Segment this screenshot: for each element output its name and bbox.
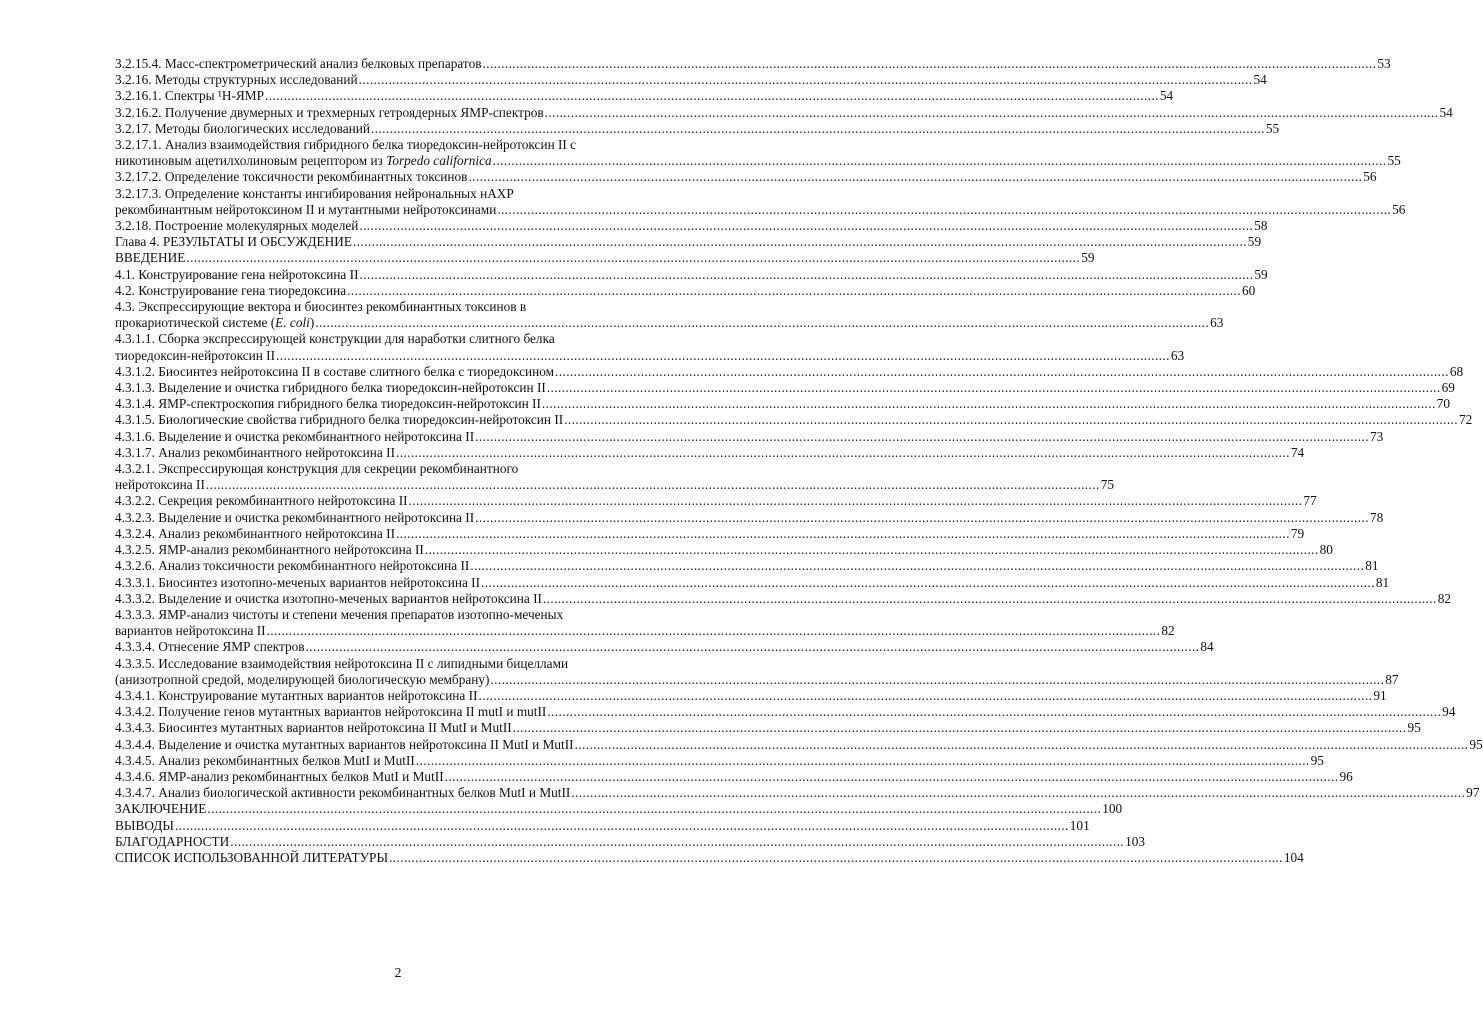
toc-entry [115,331,1185,363]
toc-entry-italic-text: E. coli [275,315,310,331]
toc-entry [115,736,1483,753]
toc-entry [115,801,1123,817]
dot-leader [359,218,1253,234]
dot-leader [543,591,1437,607]
dot-leader [564,412,1458,428]
toc-entry-italic-text: Torpedo californica [386,153,492,169]
toc-page-number: 81 [1365,558,1379,574]
toc-entry-text: ) [309,315,315,331]
toc-entry-title-continued: вариантов нейротоксина II [115,623,266,639]
toc-entry-title: 4.2. Конструирование гена тиоредоксина [115,282,347,298]
toc-entry-title: 4.3.1.6. Выделение и очистка рекомбинантного нейротоксина II [115,428,475,444]
dot-leader [425,542,1319,558]
toc-page-number: 63 [1210,315,1224,331]
toc-entry [115,639,1214,655]
toc-page-number: 54 [1253,72,1267,88]
toc-page-number: 55 [1265,120,1280,136]
toc-entry [115,720,1421,736]
toc-page-number: 81 [1375,574,1390,590]
toc-entry-title: ЗАКЛЮЧЕНИЕ [115,801,207,817]
dot-leader [475,510,1369,526]
toc-entry [115,817,1090,834]
toc-entry-title: 4.3. Экспрессирующие вектора и биосинтез рекомбинантных токсинов в [115,299,527,315]
toc-entry [115,525,1305,542]
toc-entry [115,558,1379,574]
toc-entry-title: 3.2.16.2. Получение двумерных и трехмерных гетроядерных ЯМР-спектров [115,104,544,120]
dot-leader [186,250,1080,266]
toc-entry [115,574,1390,591]
toc-entry-title: 4.1. Конструирование гена нейротоксина II [115,266,359,282]
toc-entry [115,704,1456,720]
toc-entry [115,56,1391,72]
toc-page-number: 75 [1100,477,1114,493]
toc-page-number: 101 [1069,817,1090,833]
toc-page-number: 68 [1449,363,1464,379]
dot-leader [481,575,1375,591]
toc-entry-title: 3.2.17.2. Определение токсичности рекомбинантных токсинов [115,169,468,185]
dot-leader [267,623,1161,639]
toc-entry [115,104,1453,121]
toc-entry-title: 4.3.4.5. Анализ рекомбинантных белков MutI и MutII [115,752,415,768]
dot-leader [479,688,1373,704]
toc-entry-title: БЛАГОДАРНОСТИ [115,833,230,849]
dot-leader [347,283,1241,299]
toc-page-number: 95 [1310,752,1324,768]
toc-page-number: 91 [1373,687,1387,703]
toc-page-number: 56 [1363,169,1377,185]
dot-leader [389,850,1283,866]
toc-entry-title-continued: рекомбинантным нейротоксином II и мутантными нейротоксинами [115,201,497,217]
dot-leader [475,429,1369,445]
toc-entry [115,785,1480,801]
toc-entry [115,218,1268,234]
toc-entry [115,428,1384,445]
toc-entry-title-continued: (анизотропной средой, моделирующей биологическую мембрану) [115,671,490,687]
toc-page-number: 54 [1439,104,1453,120]
dot-leader [497,202,1391,218]
toc-entry [115,768,1353,785]
toc-entry [115,412,1473,428]
toc-entry-title: 4.3.1.3. Выделение и очистка гибридного белка тиоредоксин-нейротоксин II [115,380,546,396]
toc-page-number: 87 [1385,671,1399,687]
toc-entry-title: 4.3.4.7. Анализ биологической активности рекомбинантных белков MutI и MutII [115,785,571,801]
toc-entry [115,444,1305,461]
dot-leader [276,348,1170,364]
toc-entry [115,493,1317,509]
toc-page-number: 104 [1283,849,1304,865]
toc-page-number: 82 [1161,623,1175,639]
toc-entry-title: Глава 4. РЕЗУЛЬТАТЫ И ОБСУЖДЕНИЕ [115,234,352,250]
toc-page-number: 63 [1170,347,1185,363]
toc-page-number: 80 [1319,542,1333,558]
toc-page-number: 73 [1369,428,1384,444]
toc-page-number: 95 [1407,720,1421,736]
toc-entry [115,266,1268,283]
dot-leader [470,558,1364,574]
toc-page-number: 56 [1392,201,1406,217]
toc-entry-title: 3.2.17. Методы биологических исследований [115,120,370,136]
dot-leader [555,364,1449,380]
toc-entry-title: 4.3.1.5. Биологические свойства гибридного белка тиоредоксин-нейротоксин II [115,412,564,428]
dot-leader [483,56,1377,72]
toc-entry [115,250,1095,266]
toc-entry [115,833,1146,850]
dot-leader [547,704,1441,720]
toc-page-number: 54 [1159,88,1174,104]
toc-page-number: 97 [1466,785,1480,801]
toc-entry [115,380,1455,396]
dot-leader [416,753,1310,769]
toc-page-number: 74 [1290,444,1305,460]
toc-entry-title: 4.3.2.5. ЯМР-анализ рекомбинантного нейротоксина II [115,542,424,558]
toc-entry-title: 4.3.3.5. Исследование взаимодействия нейротоксина II с липидными бицеллами [115,655,569,671]
toc-entry [115,542,1333,558]
toc-entry [115,396,1451,412]
dot-leader [396,445,1290,461]
toc-entry-title: 3.2.16.1. Спектры ¹Н-ЯМР [115,88,265,104]
dot-leader [490,672,1384,688]
dot-leader [468,169,1362,185]
dot-leader [360,267,1254,283]
toc-entry-title-continued: нейротоксина II [115,477,205,493]
toc-entry-title: 4.3.1.4. ЯМР-спектроскопия гибридного белка тиоредоксин-нейротоксин II [115,396,541,412]
toc-entry-title: 4.3.2.3. Выделение и очистка рекомбинантного нейротоксина II [115,509,475,525]
toc-entry-text: прокариотической системе ( [115,315,276,331]
table-of-contents [115,56,1483,866]
toc-entry [115,185,1406,218]
toc-entry [115,363,1464,380]
dot-leader [175,818,1069,834]
toc-page-number: 55 [1387,153,1401,169]
page-number: 2 [394,966,402,981]
toc-entry-title: 4.3.4.2. Получение генов мутантных вариантов нейротоксина II mutI и mutII [115,704,547,720]
toc-page-number: 95 [1469,736,1483,752]
toc-entry-title: СПИСОК ИСПОЛЬЗОВАННОЙ ЛИТЕРАТУРЫ [115,849,389,865]
toc-entry-title: 4.3.3.4. Отнесение ЯМР спектров [115,639,305,655]
toc-entry-title: 4.3.2.1. Экспрессирующая конструкция для секреции рекомбинантного [115,461,519,477]
toc-page-number: 70 [1436,396,1451,412]
toc-entry-title: ВВЕДЕНИЕ [115,250,186,266]
toc-entry-title: 4.3.4.1. Конструирование мутантных вариантов нейротоксина II [115,687,478,703]
toc-entry-title: 4.3.2.4. Анализ рекомбинантного нейротоксина II [115,525,395,541]
dot-leader [542,396,1436,412]
dot-leader [493,153,1387,169]
dot-leader [396,526,1290,542]
toc-page-number: 100 [1102,801,1123,817]
toc-entry-title: 4.3.2.6. Анализ токсичности рекомбинантного нейротоксина II [115,558,470,574]
toc-page-number: 59 [1081,250,1095,266]
dot-leader [545,105,1439,121]
toc-entry-title-continued [115,315,314,331]
toc-page-number: 53 [1377,56,1391,71]
dot-leader [575,737,1469,753]
toc-entry [115,282,1256,299]
toc-entry-title-continued [115,153,492,169]
toc-entry-title: 4.3.4.4. Выделение и очистка мутантных вариантов нейротоксина II MutI и MutII [115,736,574,752]
dot-leader [547,380,1441,396]
toc-entry-title: 3.2.17.3. Определение константы ингибирования нейрональных нАХР [115,185,514,201]
toc-entry [115,137,1401,169]
toc-entry-title: 4.3.1.7. Анализ рекомбинантного нейротоксина II [115,444,395,460]
toc-entry-title: 4.3.4.6. ЯМР-анализ рекомбинантных белков MutI и MutII [115,768,444,784]
toc-page-number: 59 [1247,234,1262,250]
toc-entry-title: 4.3.3.3. ЯМР-анализ чистоты и степени мечения препаратов изотопно-меченых [115,606,564,622]
toc-entry-title: 4.3.1.1. Сборка экспрессирующей конструкции для наработки слитного белка [115,331,555,347]
toc-entry [115,509,1384,526]
toc-entry-text: никотиновым ацетилхолиновым рецептором из [115,153,387,169]
toc-page-number: 72 [1459,412,1473,428]
dot-leader [371,121,1265,137]
toc-entry [115,687,1387,704]
toc-page-number: 79 [1290,525,1305,541]
toc-page-number: 58 [1254,218,1268,234]
dot-leader [353,234,1247,250]
toc-entry [115,590,1452,607]
toc-entry [115,299,1224,331]
toc-entry [115,169,1377,185]
dot-leader [265,88,1159,104]
toc-page-number: 77 [1303,493,1317,509]
toc-entry [115,461,1114,493]
toc-page-number: 82 [1437,590,1452,606]
toc-entry-title: 4.3.3.1. Биосинтез изотопно-меченых вариантов нейротоксина II [115,574,481,590]
toc-entry-title: 3.2.15.4. Масс-спектрометрический анализ белковых препаратов [115,56,482,71]
toc-entry [115,72,1267,88]
toc-entry-title: 3.2.18. Построение молекулярных моделей [115,218,359,234]
toc-entry-title: 4.3.2.2. Секреция рекомбинантного нейротоксина II [115,493,408,509]
toc-page-number: 60 [1241,282,1256,298]
dot-leader [230,834,1124,850]
toc-entry [115,849,1304,866]
dot-leader [571,785,1465,801]
toc-entry-title: ВЫВОДЫ [115,817,174,833]
dot-leader [315,315,1209,331]
toc-entry [115,120,1280,137]
toc-entry-title: 4.3.1.2. Биосинтез нейротоксина II в составе слитного белка с тиоредоксином [115,363,555,379]
dot-leader [206,477,1100,493]
toc-page-number: 94 [1442,704,1456,720]
toc-entry [115,606,1175,639]
toc-entry-title: 3.2.17.1. Анализ взаимодействия гибридного белка тиоредоксин-нейротоксин II с [115,137,577,153]
toc-page-number: 84 [1200,639,1214,655]
toc-entry-title: 3.2.16. Методы структурных исследований [115,72,358,88]
toc-page-number: 69 [1441,380,1455,396]
toc-entry [115,88,1174,104]
toc-entry [115,655,1399,688]
toc-entry-title: 4.3.4.3. Биосинтез мутантных вариантов нейротоксина II MutI и MutII [115,720,512,736]
toc-page-number: 96 [1339,768,1353,784]
toc-page-number: 103 [1125,833,1146,849]
toc-entry [115,234,1262,250]
toc-page-number: 78 [1369,509,1384,525]
toc-entry-title-continued: тиоредоксин-нейротоксин II [115,347,276,363]
dot-leader [513,720,1407,736]
toc-entry [115,752,1324,769]
dot-leader [207,801,1101,817]
toc-entry-title: 4.3.3.2. Выделение и очистка изотопно-меченых вариантов нейротоксина II [115,590,542,606]
dot-leader [306,639,1200,655]
toc-page-number: 59 [1254,266,1268,282]
dot-leader [409,493,1303,509]
dot-leader [445,769,1339,785]
dot-leader [359,72,1253,88]
